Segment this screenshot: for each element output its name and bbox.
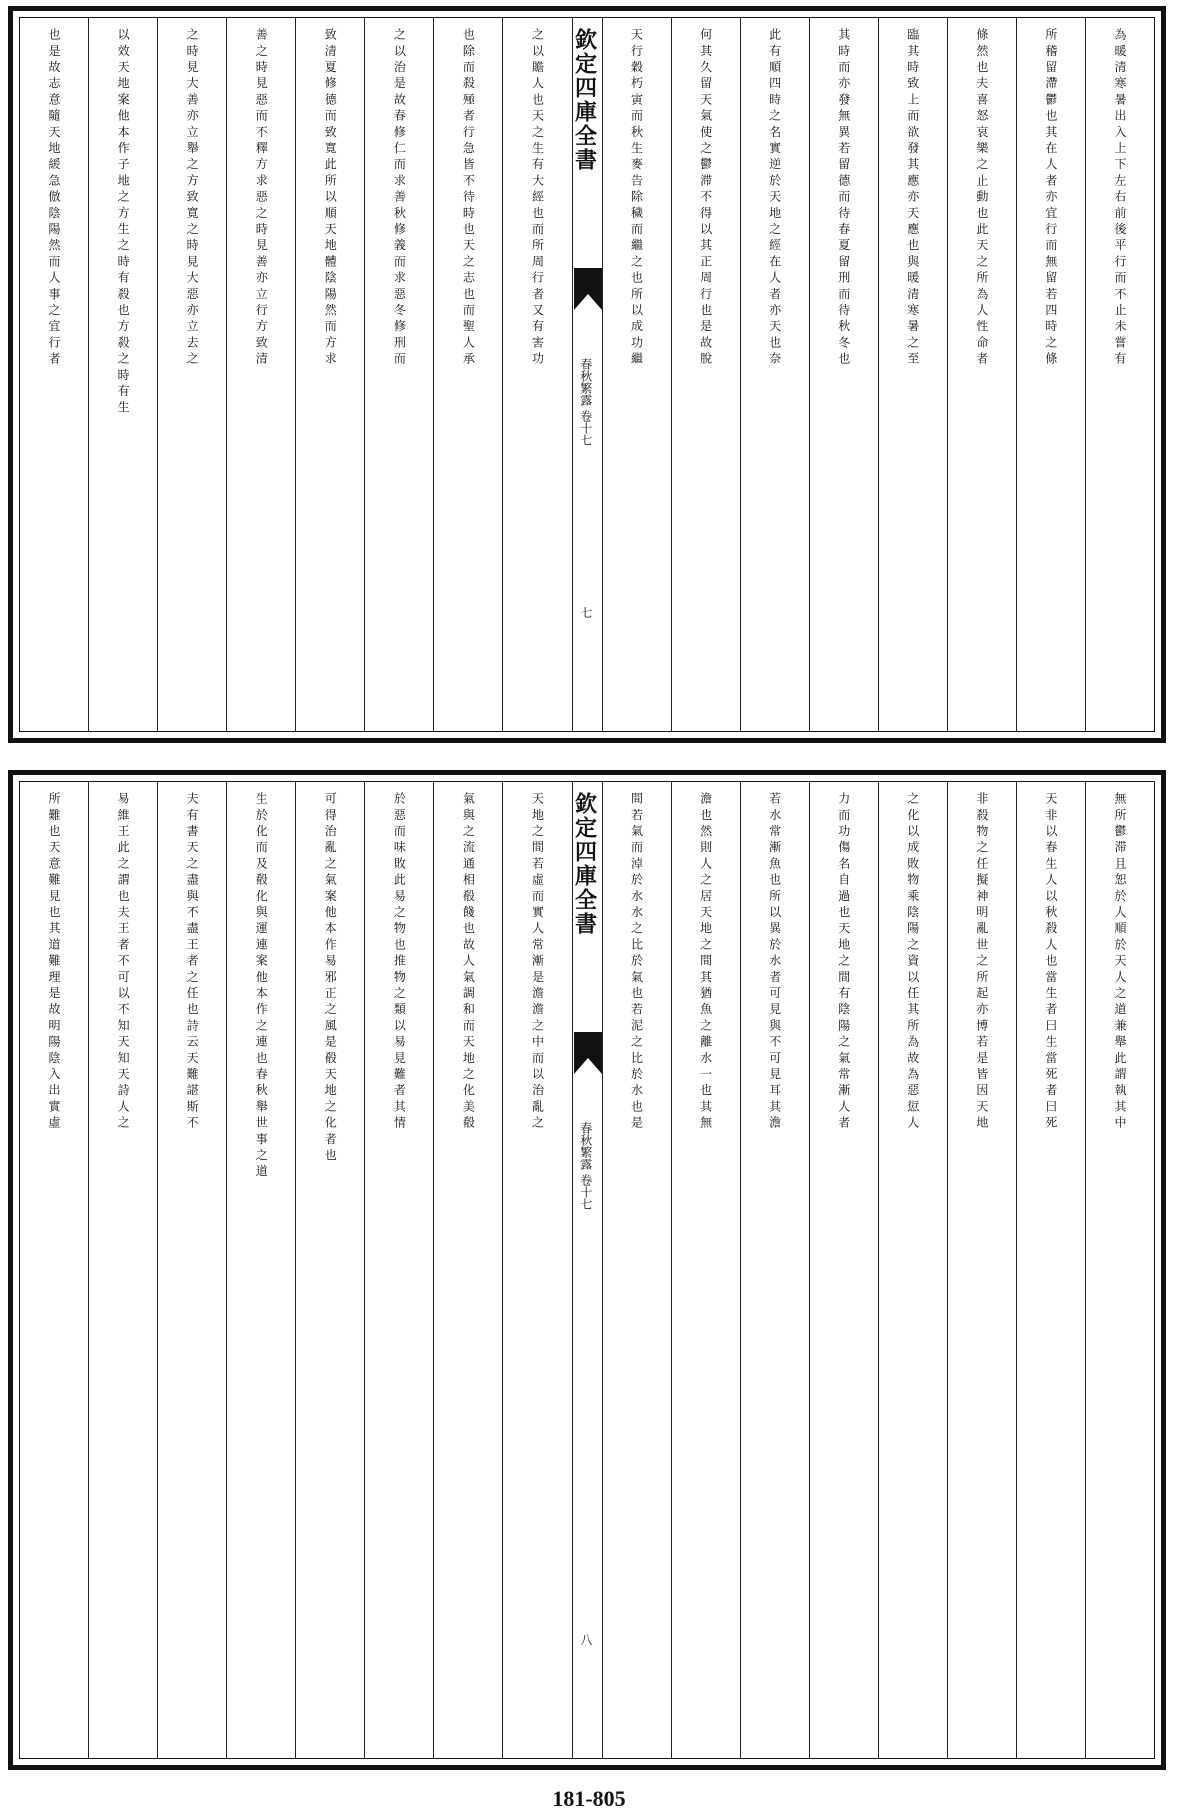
text-column <box>20 18 88 731</box>
text-column <box>671 18 740 731</box>
text-column <box>809 18 878 731</box>
column-text: 間若氣而淖於水水之比於氣也若泥之比於水也是 <box>629 792 644 1133</box>
text-column <box>226 782 295 1758</box>
text-column <box>947 18 1016 731</box>
text-column <box>364 782 433 1758</box>
book-title: 欽定四庫全書 <box>571 28 598 172</box>
page-number: 七 <box>580 606 593 620</box>
text-column <box>295 782 364 1758</box>
text-column <box>1085 782 1154 1758</box>
text-column <box>20 782 88 1758</box>
column-text: 力而功傷名自過也天地之間有陰陽之氣常漸人者 <box>836 792 851 1133</box>
text-column <box>878 782 947 1758</box>
column-text: 所稽留滯鬱也其在人者亦宜行而無留若四時之條 <box>1043 28 1058 369</box>
text-column <box>295 18 364 731</box>
book-title: 欽定四庫全書 <box>571 792 598 936</box>
bottom-page-panel <box>8 770 1166 1770</box>
text-column <box>809 782 878 1758</box>
column-text: 其時而亦發無異若留德而待春夏留刑而待秋冬也 <box>836 28 851 369</box>
column-text: 若水常漸魚也所以異於水者可見與不可見耳其澹 <box>767 792 782 1133</box>
text-column <box>433 782 502 1758</box>
volume-label: 春秋繁露 卷十七 <box>578 358 593 446</box>
column-text: 天行穀朽寅而秋生麥告除穢而繼之也所以成功繼 <box>629 28 644 369</box>
text-column <box>671 782 740 1758</box>
column-text: 何其久留天氣使之鬱滞不得以其正周行也是故脫 <box>698 28 713 369</box>
column-text: 夫有書天之盡與不盡王者之任也詩云天難諶斯不 <box>185 792 200 1133</box>
top-page-panel <box>8 6 1166 743</box>
text-column <box>740 18 809 731</box>
fish-tail-mark-icon <box>574 268 602 310</box>
column-text: 易維王此之謂也夫王者不可以不知天知天詩人之 <box>116 792 131 1133</box>
text-column <box>433 18 502 731</box>
column-text: 生於化而及殽化與運連案他本作之連也春秋舉世事之道 <box>254 792 269 1181</box>
column-text: 致清夏修德而致寬此所以順天地體陰陽然而方求 <box>323 28 338 369</box>
center-spine <box>572 18 602 731</box>
text-column <box>878 18 947 731</box>
center-spine <box>572 782 602 1758</box>
fish-tail-mark-icon <box>574 1032 602 1074</box>
column-text: 此有順四時之名實逆於天地之經在人者亦天也奈 <box>767 28 782 369</box>
column-text: 臨其時致上而欲發其應亦天應也與暖清寒暑之至 <box>905 28 920 369</box>
text-column <box>502 782 571 1758</box>
column-text: 無所鬱滞且恕於人順於天人之道兼舉此謂執其中 <box>1112 792 1127 1133</box>
column-text: 之以贍人也天之生有大經也而所周行者又有害功 <box>530 28 545 369</box>
text-column <box>226 18 295 731</box>
text-column <box>947 782 1016 1758</box>
column-text: 以效天地案他本作子地之方生之時有殺也方殺之時有生 <box>116 28 131 417</box>
page-footer-number: 181-805 <box>552 1786 626 1811</box>
column-text: 善之時見惡而不釋方求惡之時見善亦立行方致清 <box>254 28 269 369</box>
column-text: 非殺物之任擬神明亂世之所起亦博若是皆因天地 <box>974 792 989 1133</box>
text-column <box>740 782 809 1758</box>
column-text: 天地之間若虛而實人常漸是澹澹之中而以治亂之 <box>530 792 545 1133</box>
top-text-frame <box>19 17 1155 732</box>
column-text: 也除而殺殛者行急皆不待時也天之志也而聖人承 <box>461 28 476 369</box>
column-text: 所難也天意難見也其道難理是故明陽陰入出實虛 <box>47 792 62 1133</box>
text-column <box>502 18 571 731</box>
text-column <box>1016 18 1085 731</box>
page-number: 八 <box>580 1633 593 1647</box>
text-column <box>602 18 671 731</box>
column-text: 之時見大善亦立舉之方致寬之時見大惡亦立去之 <box>185 28 200 369</box>
column-text: 天非以春生人以秋殺人也當生者曰生當死者曰死 <box>1043 792 1058 1133</box>
column-text: 之以治是故春修仁而求善秋修義而求惡冬修刑而 <box>392 28 407 369</box>
text-column <box>1016 782 1085 1758</box>
column-text: 條然也夫喜怒哀樂之止動也此天之所為人性命者 <box>974 28 989 369</box>
column-text: 澹也然則人之居天地之間其猶魚之離水一也其無 <box>698 792 713 1133</box>
column-text: 可得治亂之氣案他本作易邪正之風是殽天地之化者也 <box>323 792 338 1165</box>
column-text: 氣與之流通相殽餞也故人氣調和而天地之化美殽 <box>461 792 476 1133</box>
text-column <box>364 18 433 731</box>
text-column <box>88 782 157 1758</box>
volume-label: 春秋繁露 卷十七 <box>578 1122 593 1210</box>
text-column <box>157 782 226 1758</box>
bottom-text-frame <box>19 781 1155 1759</box>
text-column <box>88 18 157 731</box>
column-text: 於惡而味敗此易之物也推物之類以易見難者其情 <box>392 792 407 1133</box>
text-column <box>157 18 226 731</box>
column-text: 為暖清寒暑出入上下左右前後平行而不止未嘗有 <box>1112 28 1127 369</box>
text-column <box>1085 18 1154 731</box>
text-column <box>602 782 671 1758</box>
column-text: 之化以成敗物乘陰陽之資以任其所為故為惡愆人 <box>905 792 920 1133</box>
column-text: 也是故志意隨天地緩急倣陰陽然而人事之宜行者 <box>47 28 62 369</box>
